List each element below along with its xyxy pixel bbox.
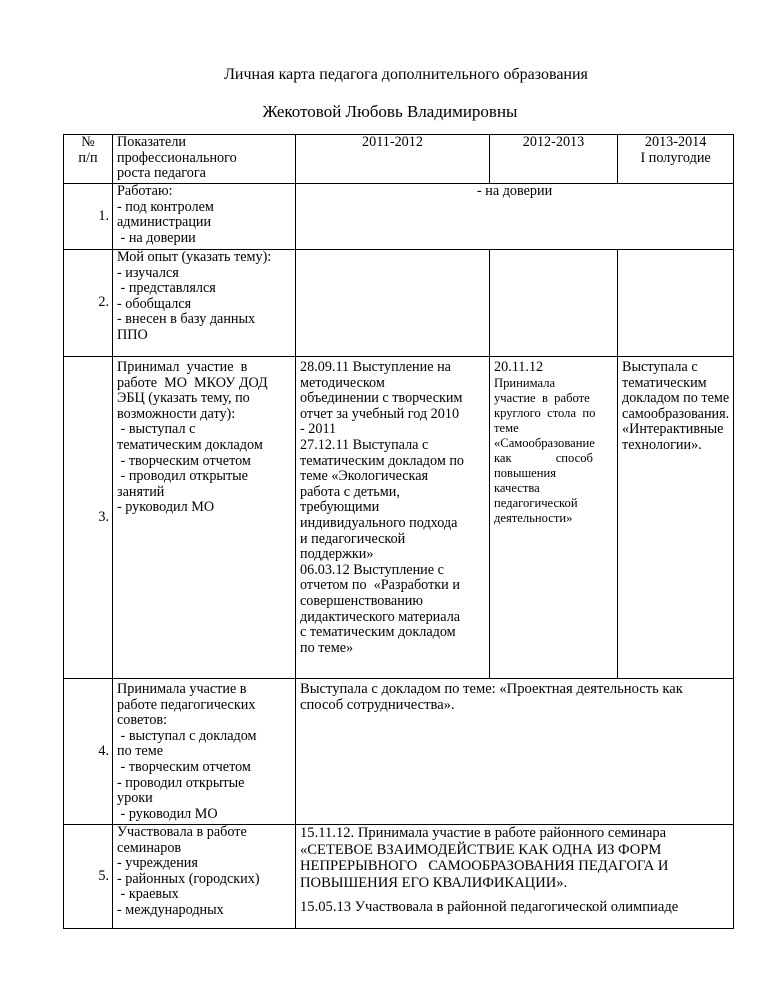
indicator-line: Принимала участие в	[117, 681, 247, 697]
header-indicators-line: Показатели	[117, 134, 187, 150]
indicator-line: - изучался	[117, 264, 179, 281]
header-num-line: п/п	[78, 149, 98, 166]
cell-line: объединении с творческим	[300, 390, 463, 407]
indicator-line: - районных (городских)	[117, 870, 260, 887]
cell-line: требующими	[300, 499, 380, 516]
indicator-line: Принимал участие в	[117, 359, 248, 375]
indicator-line: - руководил МО	[117, 499, 215, 516]
cell-line: теме «Экологическая	[300, 468, 429, 485]
cell-line: - 2011	[300, 421, 337, 438]
indicator-line: - обобщался	[117, 295, 192, 312]
cell-2011-2012	[296, 250, 490, 357]
indicator-line: Мой опыт (указать тему):	[117, 249, 272, 265]
header-indicators-line: роста педагога	[117, 165, 206, 182]
indicator-line: уроки	[117, 790, 153, 807]
cell-line: тематическим	[622, 374, 707, 391]
indicator-line: администрации	[117, 214, 212, 231]
header-year-2013	[618, 135, 734, 184]
cell-line: повышения	[494, 465, 557, 480]
cell-2013-2014	[618, 357, 734, 679]
indicator-line: - представлялся	[117, 280, 216, 297]
cell-line: тематическим докладом по	[300, 452, 465, 469]
cell-line: технологии».	[622, 436, 702, 453]
merged-line: «СЕТЕВОЕ ВЗАИМОДЕЙСТВИЕ КАК ОДНА ИЗ ФОРМ	[300, 841, 662, 858]
indicator-line: - творческим отчетом	[117, 452, 251, 469]
cell-2013-2014	[618, 250, 734, 357]
cell-line: дидактического материала	[300, 608, 461, 625]
header-year-2012: 2012-2013	[490, 135, 618, 184]
cell-line: самообразования.	[622, 405, 730, 422]
cell-line: теме	[494, 420, 519, 435]
cell-2012-2013	[490, 250, 618, 357]
cell-line: «Самообразование	[494, 435, 595, 450]
indicator-line: занятий	[117, 483, 165, 500]
indicator-line: - на доверии	[117, 229, 196, 246]
row-indicator	[113, 679, 296, 825]
row-merged-value	[296, 825, 734, 929]
document-title: Личная карта педагога дополнительного образования	[224, 66, 588, 83]
row-number: 2.	[64, 250, 113, 357]
indicator-line: - учреждения	[117, 855, 198, 872]
indicator-line: работе МО МКОУ ДОД	[117, 374, 268, 391]
indicator-line: ЭБЦ (указать тему, по	[117, 390, 250, 407]
header-num-line: №	[81, 134, 95, 150]
teacher-card-table	[63, 134, 734, 929]
table-row	[64, 679, 734, 825]
indicator-line: советов:	[117, 712, 168, 729]
cell-line: по теме»	[300, 639, 354, 656]
row-indicator	[113, 357, 296, 679]
header-year-2013-line: I полугодие	[640, 149, 711, 166]
table-row	[64, 250, 734, 357]
row-merged-value	[296, 679, 734, 825]
indicator-line: по теме	[117, 743, 164, 760]
indicator-line: - внесен в базу данных	[117, 311, 256, 328]
cell-line: методическом	[300, 374, 385, 391]
indicator-line: - под контролем	[117, 198, 214, 215]
cell-line: 27.12.11 Выступала с	[300, 436, 429, 453]
header-indicators-line: профессионального	[117, 149, 237, 166]
indicator-line: - руководил МО	[117, 805, 218, 822]
indicator-line: работе педагогических	[117, 696, 256, 713]
indicator-line: - краевых	[117, 886, 179, 903]
indicator-line: - выступал с	[117, 421, 196, 438]
cell-line: докладом по теме	[622, 390, 730, 407]
cell-line: и педагогической	[300, 530, 406, 547]
indicator-line: - проводил открытые	[117, 468, 248, 485]
header-indicators	[113, 135, 296, 184]
cell-line: Принимала	[494, 375, 556, 390]
merged-line: НЕПРЕРЫВНОГО САМООБРАЗОВАНИЯ ПЕДАГОГА И	[300, 858, 669, 874]
row-number: 1.	[64, 184, 113, 250]
indicator-line: тематическим докладом	[117, 436, 263, 453]
cell-line: 06.03.12 Выступление с	[300, 561, 444, 578]
cell-line: круглого стола по	[494, 405, 596, 420]
indicator-line: Участвовала в работе	[117, 824, 247, 840]
cell-2011-2012	[296, 357, 490, 679]
table-row	[64, 825, 734, 929]
table-header-row	[64, 135, 734, 184]
indicator-line: семинаров	[117, 839, 182, 856]
indicator-line: - выступал с докладом	[117, 727, 257, 744]
row-indicator	[113, 825, 296, 929]
cell-line: деятельности»	[494, 510, 573, 525]
row-number: 4.	[64, 679, 113, 825]
header-year-2013-line: 2013-2014	[644, 134, 707, 150]
indicator-line: Работаю:	[117, 183, 173, 199]
cell-line: качества	[494, 480, 540, 495]
indicator-line: - проводил открытые	[117, 774, 245, 791]
merged-line: способ сотрудничества».	[300, 696, 455, 713]
cell-line: работа с детьми,	[300, 483, 400, 500]
header-year-2011: 2011-2012	[296, 135, 490, 184]
row-number: 3.	[64, 357, 113, 679]
merged-line: Выступала с докладом по теме: «Проектная деятельность как	[300, 681, 683, 697]
row-number: 5.	[64, 825, 113, 929]
indicator-line: возможности дату):	[117, 405, 236, 422]
table-row	[64, 357, 734, 679]
cell-line: совершенствованию	[300, 592, 423, 609]
teacher-name: Жекотовой Любовь Владимировны	[262, 102, 518, 121]
cell-line: «Интерактивные	[622, 421, 724, 438]
cell-line: отчетом по «Разработки и	[300, 577, 460, 594]
indicator-line: - творческим отчетом	[117, 758, 251, 775]
merged-line: 15.11.12. Принимала участие в работе районного семинара	[300, 825, 667, 841]
cell-line: как способ	[494, 450, 593, 465]
merged-line: 15.05.13 Участвовала в районной педагогической олимпиаде	[300, 899, 679, 915]
merged-line: ПОВЫШЕНИЯ ЕГО КВАЛИФИКАЦИИ».	[300, 874, 568, 891]
cell-2012-2013	[490, 357, 618, 679]
cell-line: с тематическим докладом	[300, 624, 456, 641]
header-num	[64, 135, 113, 184]
cell-line: Выступала с	[622, 359, 698, 375]
row-indicator	[113, 250, 296, 357]
table-row	[64, 184, 734, 250]
indicator-line: ППО	[117, 326, 148, 343]
cell-line: индивидуального подхода	[300, 514, 458, 531]
spacer	[300, 891, 729, 899]
indicator-line: - международных	[117, 901, 224, 918]
row-indicator	[113, 184, 296, 250]
cell-line: поддержки»	[300, 546, 374, 563]
cell-line: участие в работе	[494, 390, 590, 405]
cell-line: отчет за учебный год 2010	[300, 405, 460, 422]
row-merged-value: - на доверии	[296, 184, 734, 250]
cell-date: 20.11.12	[494, 359, 544, 375]
cell-line: 28.09.11 Выступление на	[300, 359, 451, 375]
cell-line: педагогической	[494, 495, 578, 510]
